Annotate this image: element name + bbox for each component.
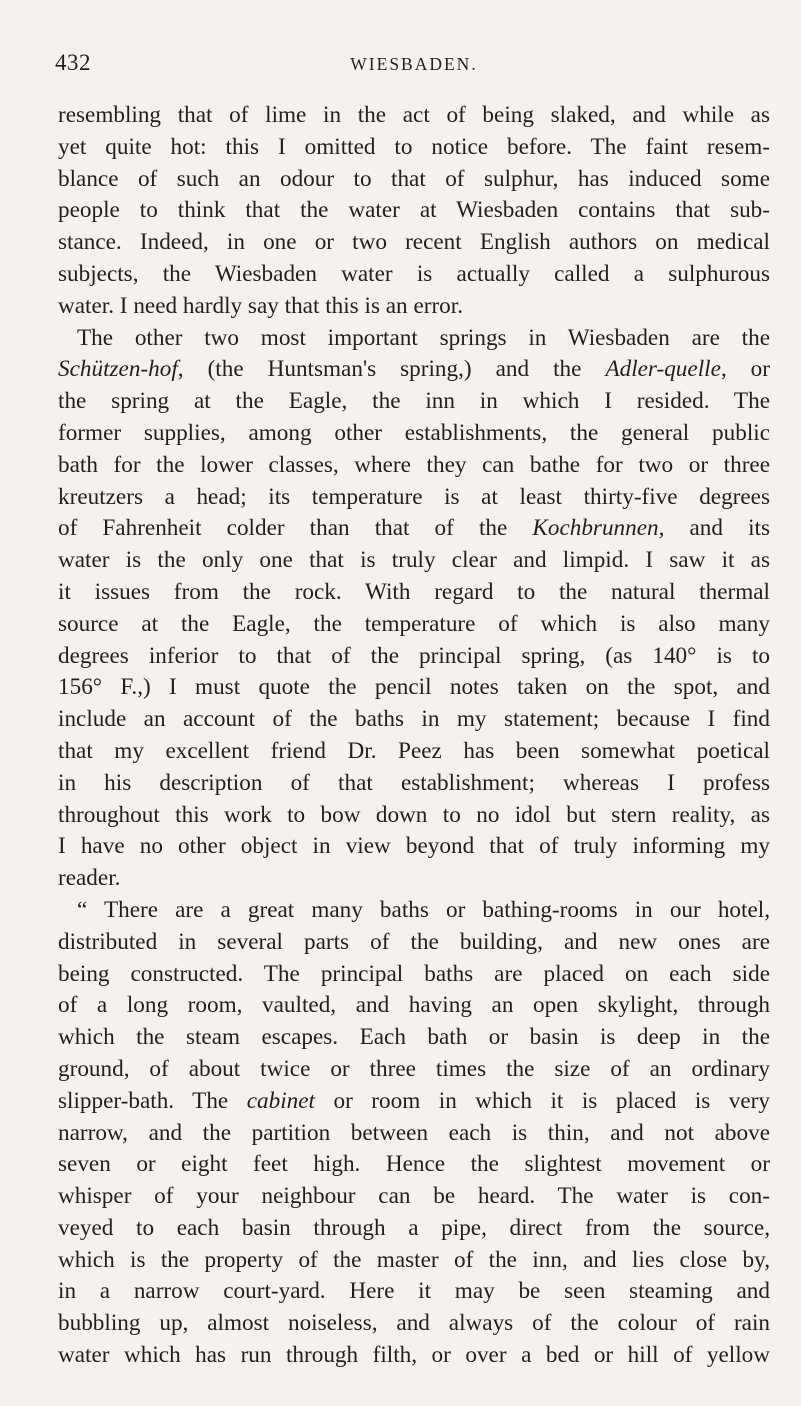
- text-line: [58, 513, 770, 545]
- text-line: which is the property of the master of the inn, and lies close by,: [58, 1246, 770, 1273]
- italic-term: Adler-quelle,: [605, 356, 727, 383]
- text-line: The other two most important springs in Wiesbaden are the: [77, 324, 770, 351]
- text-line: people to think that the water at Wiesbaden contains that sub-: [58, 197, 770, 224]
- text-line: seven or eight feet high. Hence the slightest movement or: [58, 1151, 770, 1178]
- italic-term: cabinet: [246, 1087, 315, 1114]
- text-line: “ There are a great many baths or bathing-rooms in our hotel,: [77, 896, 770, 923]
- text-line: water is the only one that is truly clear and limpid. I saw it as: [58, 547, 770, 574]
- text-line: it issues from the rock. With regard to the natural thermal: [58, 578, 770, 605]
- text-line: which the steam escapes. Each bath or basin is deep in the: [58, 1024, 770, 1051]
- text-line: of a long room, vaulted, and having an open skylight, through: [58, 992, 770, 1019]
- text-segment: slipper-bath. The: [58, 1087, 247, 1114]
- text-line: 156° F.,) I must quote the pencil notes taken on the spot, and: [58, 674, 770, 701]
- text-line: degrees inferior to that of the principal spring, (as 140° is to: [58, 642, 770, 669]
- text-line: reader.: [58, 865, 121, 892]
- text-line: in his description of that establishment; whereas I profess: [58, 769, 770, 796]
- text-line: veyed to each basin through a pipe, direct from the source,: [58, 1214, 770, 1241]
- text-line: former supplies, among other establishments, the general public: [58, 419, 770, 446]
- text-line: stance. Indeed, in one or two recent English authors on medical: [58, 229, 770, 256]
- page-number: 432: [55, 50, 91, 75]
- text-line: [58, 354, 770, 386]
- text-line: ground, of about twice or three times the size of an ordinary: [58, 1055, 770, 1082]
- text-line: include an account of the baths in my statement; because I find: [58, 706, 770, 733]
- text-line: the spring at the Eagle, the inn in which I resided. The: [58, 388, 770, 415]
- text-line: bubbling up, almost noiseless, and always of the colour of rain: [58, 1310, 770, 1337]
- text-segment: or room in which it is placed is very: [314, 1087, 770, 1114]
- body-text: [58, 100, 770, 1372]
- text-line: throughout this work to bow down to no idol but stern reality, as: [58, 801, 770, 828]
- text-line: kreutzers a head; its temperature is at least thirty-five degrees: [58, 483, 770, 510]
- text-line: in a narrow court-yard. Here it may be seen steaming and: [58, 1278, 770, 1305]
- text-line: yet quite hot: this I omitted to notice before. The faint resem-: [58, 133, 770, 160]
- text-line: bath for the lower classes, where they can bathe for two or three: [58, 451, 770, 478]
- text-line: subjects, the Wiesbaden water is actually called a sulphurous: [58, 260, 770, 287]
- text-line: source at the Eagle, the temperature of which is also many: [58, 610, 770, 637]
- text-line: water. I need hardly say that this is an error.: [58, 292, 464, 319]
- text-line: narrow, and the partition between each is thin, and not above: [58, 1119, 770, 1146]
- italic-term: Schützen-hof,: [58, 356, 184, 383]
- text-line: I have no other object in view beyond that of truly informing my: [58, 833, 770, 860]
- text-segment: (the Huntsman's spring,) and the: [183, 356, 606, 383]
- text-line: water which has run through filth, or over a bed or hill of yellow: [58, 1342, 770, 1369]
- text-segment: or: [726, 356, 770, 383]
- italic-term: Kochbrunnen,: [532, 515, 665, 542]
- text-segment: of Fahrenheit colder than that of the: [58, 515, 533, 542]
- text-line: blance of such an odour to that of sulphur, has induced some: [58, 165, 770, 192]
- text-line: being constructed. The principal baths are placed on each side: [58, 960, 770, 987]
- page-header: [55, 50, 773, 80]
- text-line: [58, 1086, 770, 1118]
- text-line: that my excellent friend Dr. Peez has been somewhat poetical: [58, 737, 770, 764]
- text-line: distributed in several parts of the building, and new ones are: [58, 928, 770, 955]
- text-segment: and its: [664, 515, 770, 542]
- running-head: WIESBADEN.: [350, 54, 478, 74]
- text-line: whisper of your neighbour can be heard. The water is con-: [58, 1183, 770, 1210]
- text-line: resembling that of lime in the act of being slaked, and while as: [58, 102, 770, 128]
